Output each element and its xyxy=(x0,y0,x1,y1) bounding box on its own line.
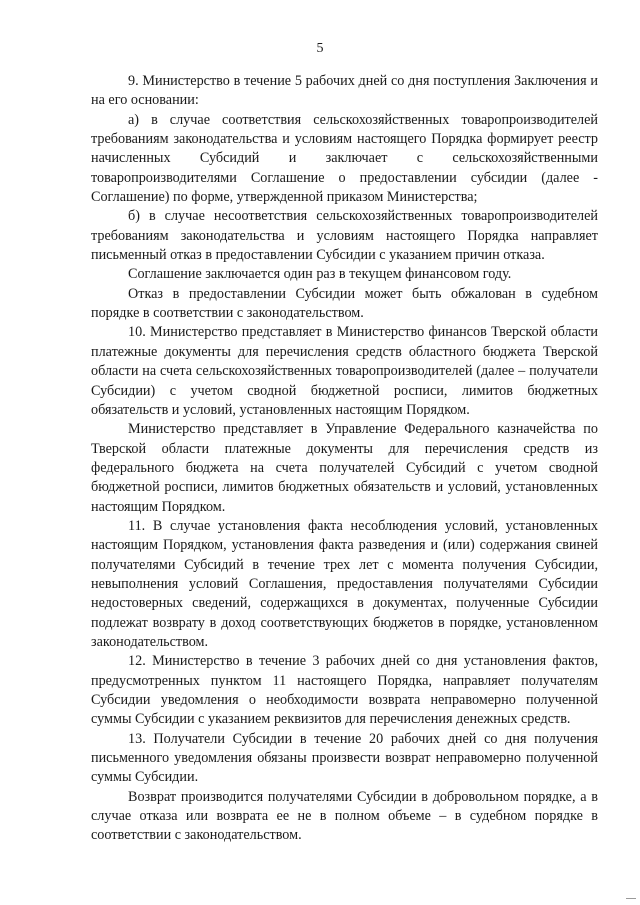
paragraph-treasury: Министерство представляет в Управление Федерального казначейства по Тверской области платежные документы для перечисления средств из федерального бюджета на счета получателей Субсидий с учетом сводной бюджетной росписи, лимитов бюджетных обязательств и условий, установленных настоящим Порядком. xyxy=(91,421,598,515)
paragraph-clause-9a: а) в случае соответствия сельскохозяйственных товаропроизводителей требованиям законодательства и условиям настоящего Порядка формирует реестр начисленных Субсидий и заключает с сельскохозяйственными товаропроизводителями Соглашение о предоставлении субсидии (далее - Соглашение) по форме, утвержденной приказом Министерства; xyxy=(91,111,598,206)
paragraph-clause-11: 11. В случае установления факта несоблюдения условий, установленных настоящим Порядком, установления факта разведения и (или) содержания свиней получателями Субсидий в течение трех лет с момента получения Субсидии, невыполнения условий Соглашения, предоставления получателями Субсидии недостоверных сведений, содержащихся в документах, полученные Субсидии подлежат возврату в доход соответствующих бюджетов в порядке, установленном законодательством. xyxy=(91,517,598,650)
paragraph-refusal-appeal: Отказ в предоставлении Субсидии может быть обжалован в судебном порядке в соответствии с законодательством. xyxy=(91,285,598,322)
scan-corner-mark xyxy=(626,898,636,899)
paragraph-clause-10: 10. Министерство представляет в Министерство финансов Тверской области платежные документы для перечисления средств областного бюджета Тверской области на счета сельскохозяйственных товаропроизводителей (далее – получатели Субсидии) с учетом сводной бюджетной росписи, лимитов бюджетных обязательств и условий, установленных настоящим Порядком. xyxy=(91,324,598,418)
document-body xyxy=(91,72,598,846)
paragraph-agreement-once: Соглашение заключается один раз в текущем финансовом году. xyxy=(128,266,512,283)
paragraph-clause-9: 9. Министерство в течение 5 рабочих дней со дня поступления Заключения и на его основании: xyxy=(91,73,598,109)
paragraph-clause-12: 12. Министерство в течение 3 рабочих дней со дня установления фактов, предусмотренных пунктом 11 настоящего Порядка, направляет получателям Субсидии уведомления о необходимости возврата неправомерно полученной суммы Субсидии с указанием реквизитов для перечисления денежных средств. xyxy=(91,653,598,728)
paragraph-clause-9b: б) в случае несоответствия сельскохозяйственных товаропроизводителей требованиям законодательства и условиям настоящего Порядка направляет письменный отказ в предоставлении Субсидии с указанием причин отказа. xyxy=(91,208,598,264)
page-number: 5 xyxy=(316,41,324,56)
paragraph-refund-procedure: Возврат производится получателями Субсидии в добровольном порядке, а в случае отказа или возврата ее не в полном объеме – в судебном порядке в соответствии с законодательством. xyxy=(91,788,598,844)
paragraph-clause-13: 13. Получатели Субсидии в течение 20 рабочих дней со дня получения письменного уведомления обязаны произвести возврат неправомерно полученной суммы Субсидии. xyxy=(91,730,598,786)
